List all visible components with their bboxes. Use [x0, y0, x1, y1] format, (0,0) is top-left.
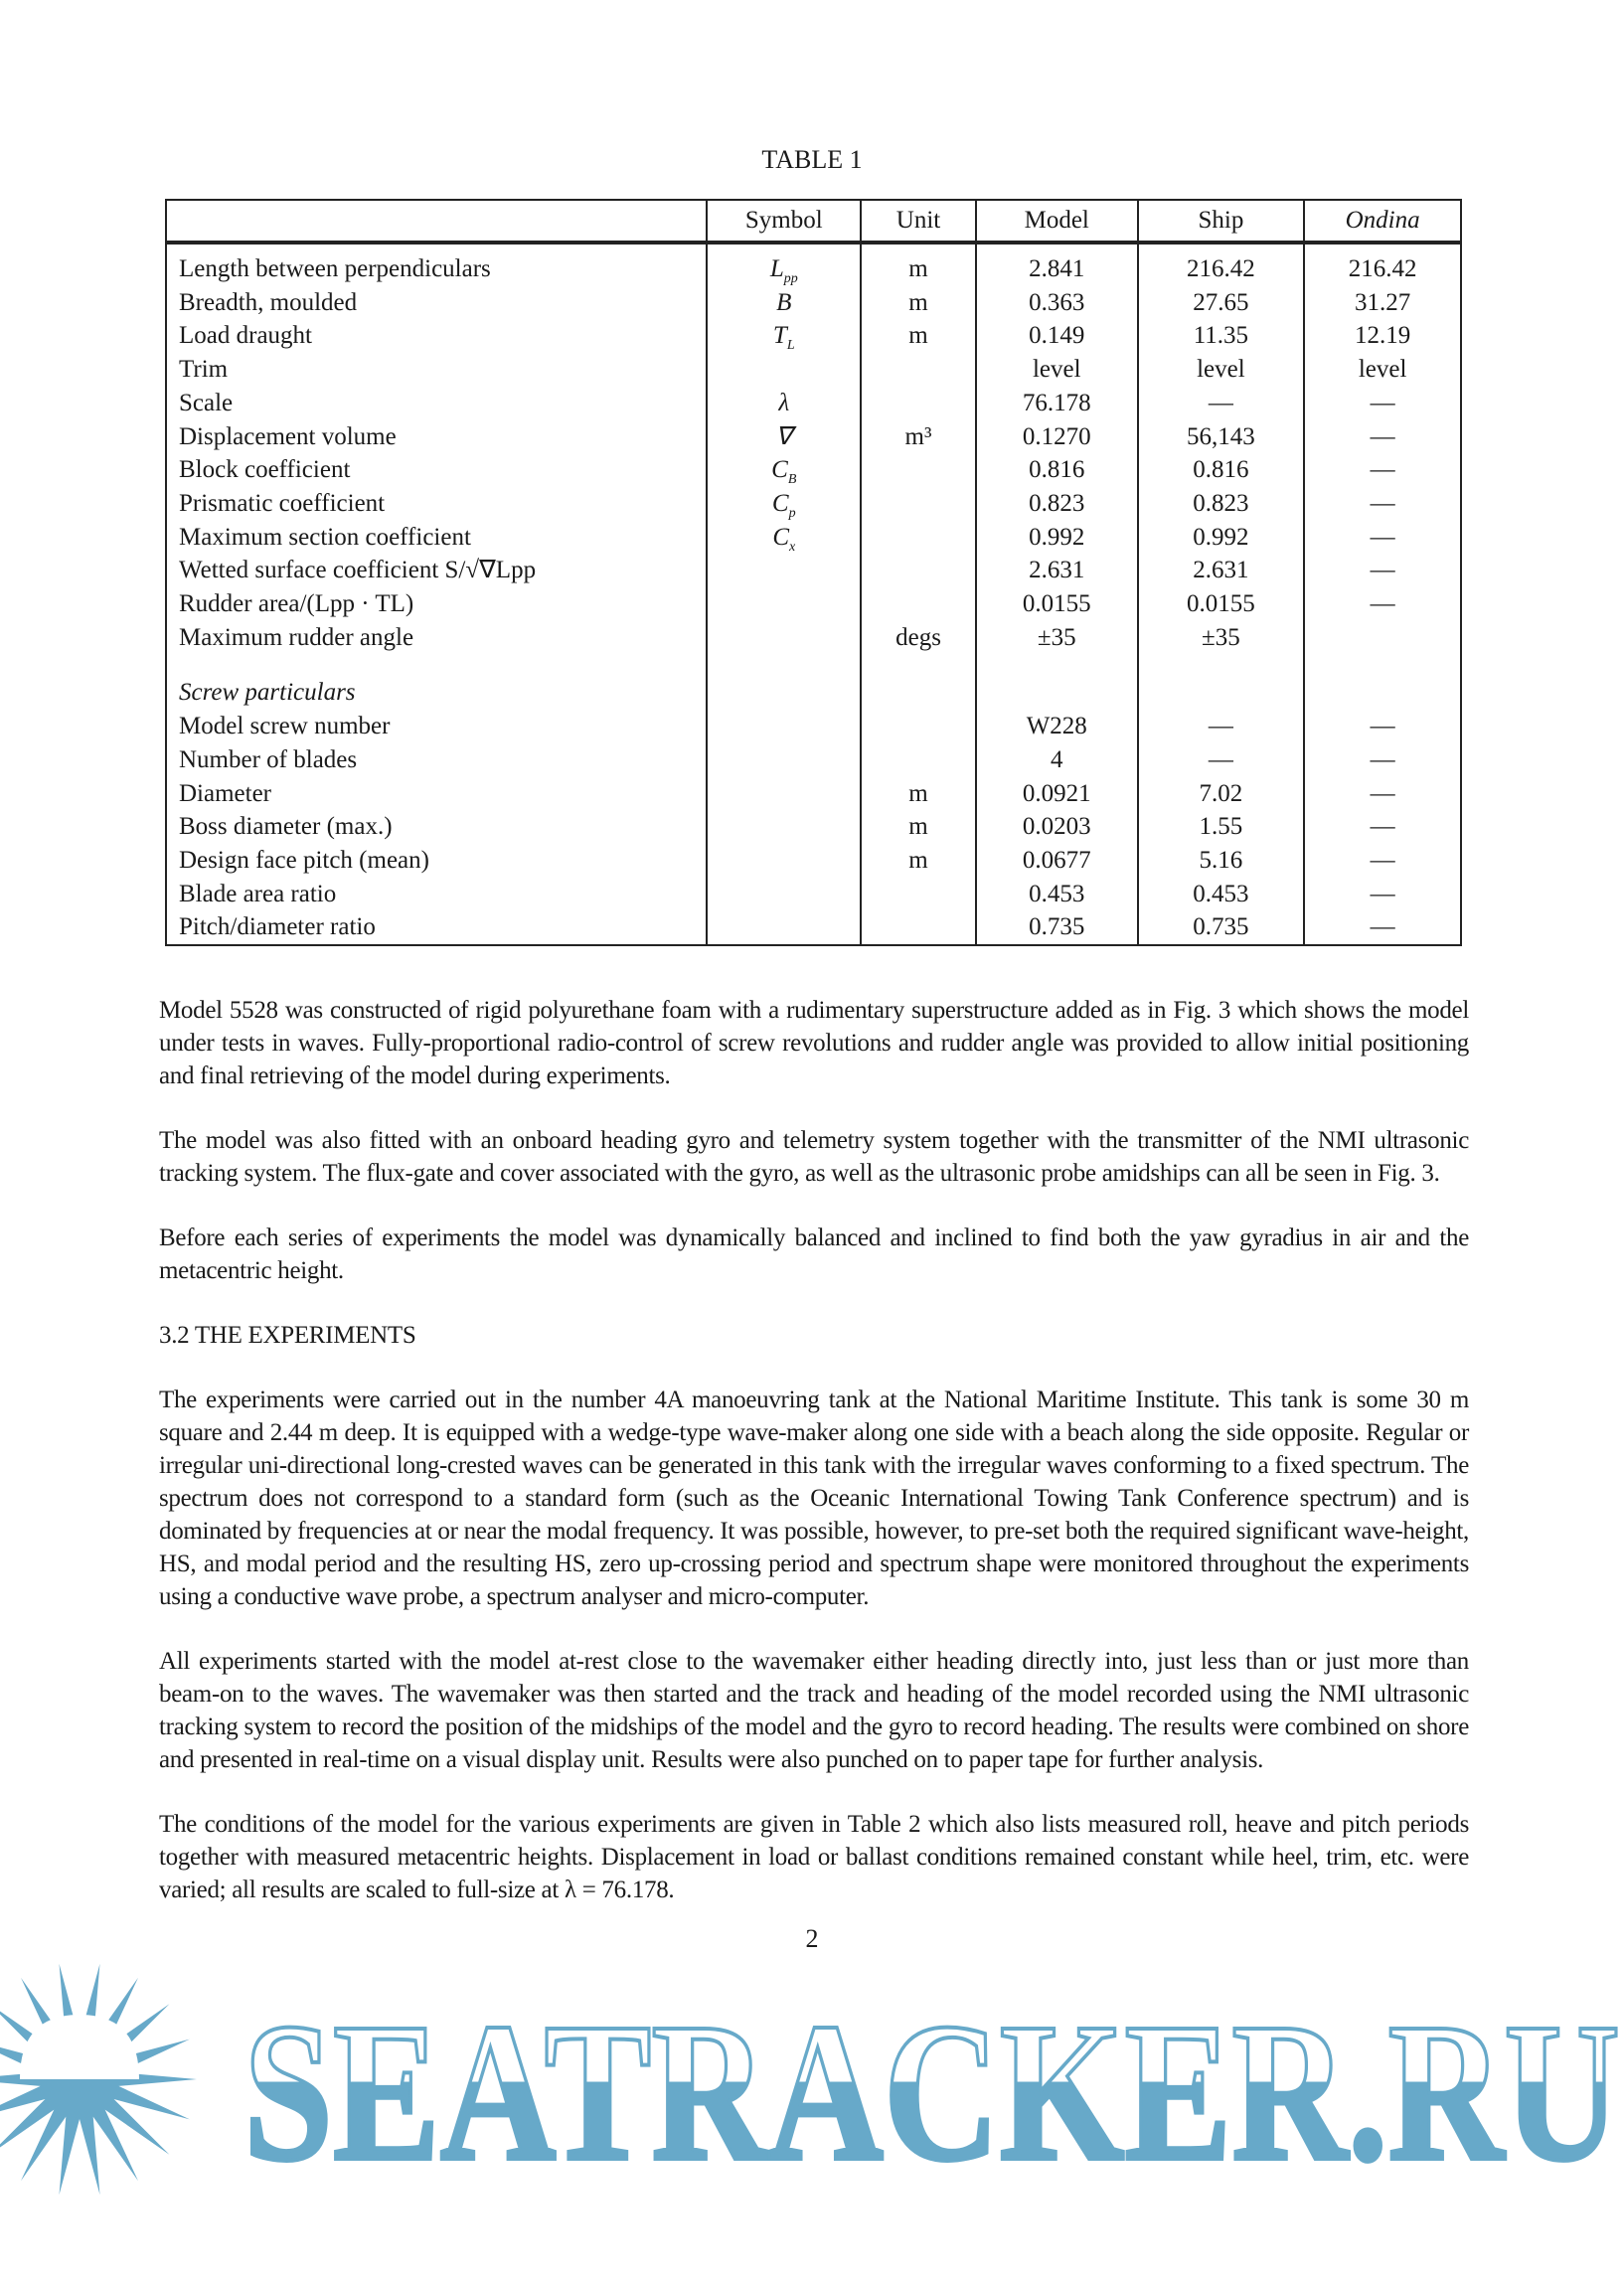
symbol-cell: [707, 587, 861, 621]
spacer-cell: [1138, 654, 1305, 676]
symbol-cell: [707, 710, 861, 743]
ship-cell: 5.16: [1138, 844, 1305, 878]
unit-cell: [861, 521, 976, 555]
table-row: [166, 844, 1461, 878]
symbol-cell: [707, 319, 861, 353]
empty-cell: [1304, 676, 1461, 710]
unit-cell: m: [861, 243, 976, 286]
symbol: C: [772, 523, 789, 551]
model-cell: 0.453: [976, 878, 1138, 911]
row-label: Breadth, moulded: [166, 286, 707, 320]
ondina-cell: —: [1304, 387, 1461, 420]
symbol-subscript: p: [788, 505, 796, 521]
row-label: Displacement volume: [166, 420, 707, 454]
row-label: Load draught: [166, 319, 707, 353]
row-label: Diameter: [166, 777, 707, 811]
ship-cell: 0.816: [1138, 453, 1305, 487]
row-label: Boss diameter (max.): [166, 810, 707, 844]
section-row: [166, 676, 1461, 710]
unit-cell: [861, 878, 976, 911]
unit-cell: m: [861, 844, 976, 878]
ship-cell: 0.992: [1138, 521, 1305, 555]
sun-icon: [0, 1964, 197, 2195]
row-label: Prismatic coefficient: [166, 487, 707, 521]
table-row: [166, 777, 1461, 811]
ondina-cell: —: [1304, 844, 1461, 878]
ondina-cell: —: [1304, 710, 1461, 743]
table-row: [166, 910, 1461, 945]
model-cell: 76.178: [976, 387, 1138, 420]
unit-cell: m: [861, 286, 976, 320]
ondina-cell: —: [1304, 878, 1461, 911]
row-label: Length between perpendiculars: [166, 243, 707, 286]
symbol-cell: [707, 554, 861, 587]
table-row: [166, 554, 1461, 587]
ondina-cell: —: [1304, 777, 1461, 811]
ship-cell: 1.55: [1138, 810, 1305, 844]
table-row: [166, 319, 1461, 353]
row-label: Scale: [166, 387, 707, 420]
spacer-cell: [1304, 654, 1461, 676]
page-number: 2: [805, 1924, 819, 1953]
row-label: Model screw number: [166, 710, 707, 743]
empty-cell: [976, 676, 1138, 710]
unit-cell: [861, 554, 976, 587]
ship-cell: —: [1138, 710, 1305, 743]
table-row: [166, 743, 1461, 777]
unit-cell: [861, 353, 976, 387]
symbol: T: [772, 322, 787, 350]
row-label: Design face pitch (mean): [166, 844, 707, 878]
ship-cell: 27.65: [1138, 286, 1305, 320]
unit-cell: [861, 453, 976, 487]
model-cell: 0.1270: [976, 420, 1138, 454]
ondina-cell: 12.19: [1304, 319, 1461, 353]
table-row: [166, 878, 1461, 911]
row-label: Pitch/diameter ratio: [166, 910, 707, 945]
empty-cell: [1138, 676, 1305, 710]
symbol-subscript: L: [786, 338, 795, 354]
table-row: [166, 710, 1461, 743]
paragraph-balancing: Before each series of experiments the model was dynamically balanced and inclined to find both the yaw gyradius in air and the metacentric height.: [159, 1225, 1469, 1284]
ondina-cell: —: [1304, 453, 1461, 487]
ondina-cell: —: [1304, 810, 1461, 844]
model-cell: 0.363: [976, 286, 1138, 320]
ship-cell: 11.35: [1138, 319, 1305, 353]
model-cell: 0.0677: [976, 844, 1138, 878]
section-title: Screw particulars: [166, 676, 707, 710]
table-row: [166, 387, 1461, 420]
symbol-cell: [707, 353, 861, 387]
row-label: Blade area ratio: [166, 878, 707, 911]
symbol-cell: [707, 387, 861, 420]
ship-cell: 0.453: [1138, 878, 1305, 911]
section-heading: 3.2 THE EXPERIMENTS: [159, 1322, 416, 1349]
symbol: λ: [778, 389, 790, 416]
table-row: [166, 810, 1461, 844]
ondina-cell: —: [1304, 521, 1461, 555]
ship-cell: level: [1138, 353, 1305, 387]
ship-particulars-table: [165, 199, 1462, 946]
paragraph-instrumentation: The model was also fitted with an onboard heading gyro and telemetry system together with the transmitter of the NMI ultrasonic tracking system. The flux-gate and cover associated with the gyro, as well as the ultrasonic probe amidships can all be seen in Fig. 3.: [159, 1127, 1469, 1187]
ship-cell: 7.02: [1138, 777, 1305, 811]
unit-cell: m: [861, 777, 976, 811]
paragraph-procedure: All experiments started with the model at-rest close to the wavemaker either heading directly into, just less than or just more than beam-on to the waves. The wavemaker was then started and the track and heading of the model recorded using the NMI ultrasonic tracking system to record the position of the midships of the model and the gyro to record heading. The results were combined on shore and presented in real-time on a visual display unit. Results were also punched on to paper tape for further analysis.: [159, 1648, 1469, 1773]
symbol-subscript: B: [787, 472, 797, 488]
symbol-cell: [707, 420, 861, 454]
row-label: Block coefficient: [166, 453, 707, 487]
table-header-row: [166, 200, 1461, 243]
table-row: [166, 621, 1461, 655]
model-cell: 0.992: [976, 521, 1138, 555]
model-cell: 4: [976, 743, 1138, 777]
ondina-cell: —: [1304, 487, 1461, 521]
symbol-cell: [707, 878, 861, 911]
ondina-cell: —: [1304, 587, 1461, 621]
body-text: [159, 994, 1620, 2199]
table-row: [166, 521, 1461, 555]
symbol-cell: [707, 743, 861, 777]
row-label: Maximum section coefficient: [166, 521, 707, 555]
unit-cell: [861, 710, 976, 743]
spacer-cell: [707, 654, 861, 676]
ondina-cell: [1304, 621, 1461, 655]
model-cell: 0.0203: [976, 810, 1138, 844]
ship-cell: 2.631: [1138, 554, 1305, 587]
column-header: Symbol: [707, 200, 861, 243]
ship-cell: ±35: [1138, 621, 1305, 655]
row-label: Trim: [166, 353, 707, 387]
symbol-cell: [707, 453, 861, 487]
ship-cell: 56,143: [1138, 420, 1305, 454]
paragraph-construction: Model 5528 was constructed of rigid polyurethane foam with a rudimentary superstructure added as in Fig. 3 which shows the model under tests in waves. Fully-proportional radio-control of screw revolutions and rudder angle was provided to allow initial positioning and final retrieving of the model during experiments.: [159, 997, 1469, 1089]
row-label: Wetted surface coefficient S/√∇Lpp: [166, 554, 707, 587]
symbol-cell: [707, 286, 861, 320]
ondina-cell: —: [1304, 554, 1461, 587]
table-row: [166, 420, 1461, 454]
symbol: L: [769, 255, 784, 282]
model-cell: 0.735: [976, 910, 1138, 945]
ship-cell: 0.0155: [1138, 587, 1305, 621]
model-cell: 0.149: [976, 319, 1138, 353]
row-label: Number of blades: [166, 743, 707, 777]
ondina-cell: —: [1304, 743, 1461, 777]
ondina-cell: —: [1304, 420, 1461, 454]
model-cell: ±35: [976, 621, 1138, 655]
symbol-cell: [707, 521, 861, 555]
table-row: [166, 487, 1461, 521]
column-header: Ondina: [1304, 200, 1461, 243]
ship-cell: 216.42: [1138, 243, 1305, 286]
table-row: [166, 286, 1461, 320]
ondina-cell: 31.27: [1304, 286, 1461, 320]
empty-cell: [861, 676, 976, 710]
column-header: Unit: [861, 200, 976, 243]
symbol-cell: [707, 621, 861, 655]
ship-cell: 0.735: [1138, 910, 1305, 945]
column-header: [166, 200, 707, 243]
symbol-cell: [707, 243, 861, 286]
symbol-subscript: x: [789, 539, 796, 555]
seatracker-watermark-logo: [0, 1960, 1624, 2199]
symbol-cell: [707, 810, 861, 844]
watermark-text: SEATRACKER.RU: [244, 1983, 1620, 2199]
symbol-cell: [707, 910, 861, 945]
model-cell: 0.0921: [976, 777, 1138, 811]
unit-cell: m: [861, 319, 976, 353]
symbol-cell: [707, 777, 861, 811]
table-row: [166, 587, 1461, 621]
symbol-subscript: pp: [783, 271, 798, 286]
unit-cell: [861, 910, 976, 945]
paragraph-tank: The experiments were carried out in the number 4A manoeuvring tank at the National Maritime Institute. This tank is some 30 m square and 2.44 m deep. It is equipped with a wedge-type wave-maker along one side with a beach along the side opposite. Regular or irregular uni-directional long-crested waves can be generated in this tank with the irregular waves conforming to a fixed spectrum. The spectrum does not correspond to a standard form (such as the Oceanic International Towing Tank Conference spectrum) and is dominated by frequencies at or near the modal frequency. It was possible, however, to pre-set both the required significant wave-height, HS, and modal period and the resulting HS, zero up-crossing period and spectrum shape were monitored throughout the experiments using a conductive wave probe, a spectrum analyser and micro-computer.: [159, 1387, 1469, 1610]
symbol-cell: [707, 844, 861, 878]
model-cell: 2.841: [976, 243, 1138, 286]
model-cell: W228: [976, 710, 1138, 743]
unit-cell: degs: [861, 621, 976, 655]
unit-cell: [861, 587, 976, 621]
column-header: Ship: [1138, 200, 1305, 243]
empty-cell: [707, 676, 861, 710]
symbol: ∇: [775, 422, 793, 450]
model-cell: 2.631: [976, 554, 1138, 587]
symbol: C: [771, 456, 788, 484]
spacer-cell: [976, 654, 1138, 676]
unit-cell: [861, 743, 976, 777]
paragraph-conditions: The conditions of the model for the various experiments are given in Table 2 which also lists measured roll, heave and pitch periods together with measured metacentric heights. Displacement in load or ballast conditions remained constant while heel, trim, etc. were varied; all results are scaled to full-size at λ = 76.178.: [159, 1811, 1469, 1903]
unit-cell: m: [861, 810, 976, 844]
ondina-cell: level: [1304, 353, 1461, 387]
ship-cell: 0.823: [1138, 487, 1305, 521]
model-cell: 0.823: [976, 487, 1138, 521]
table-caption: TABLE 1: [761, 145, 863, 174]
ship-cell: —: [1138, 743, 1305, 777]
unit-cell: [861, 487, 976, 521]
unit-cell: m³: [861, 420, 976, 454]
model-cell: level: [976, 353, 1138, 387]
table-row: [166, 353, 1461, 387]
ship-cell: —: [1138, 387, 1305, 420]
symbol: B: [776, 288, 792, 316]
spacer-cell: [861, 654, 976, 676]
ondina-cell: —: [1304, 910, 1461, 945]
row-label: Rudder area/(Lpp · TL): [166, 587, 707, 621]
column-header: Model: [976, 200, 1138, 243]
table-row: [166, 453, 1461, 487]
ondina-cell: 216.42: [1304, 243, 1461, 286]
unit-cell: [861, 387, 976, 420]
row-label: Maximum rudder angle: [166, 621, 707, 655]
symbol: C: [771, 489, 789, 517]
symbol-cell: [707, 487, 861, 521]
model-cell: 0.0155: [976, 587, 1138, 621]
model-cell: 0.816: [976, 453, 1138, 487]
table-row: [166, 243, 1461, 286]
spacer-cell: [166, 654, 707, 676]
